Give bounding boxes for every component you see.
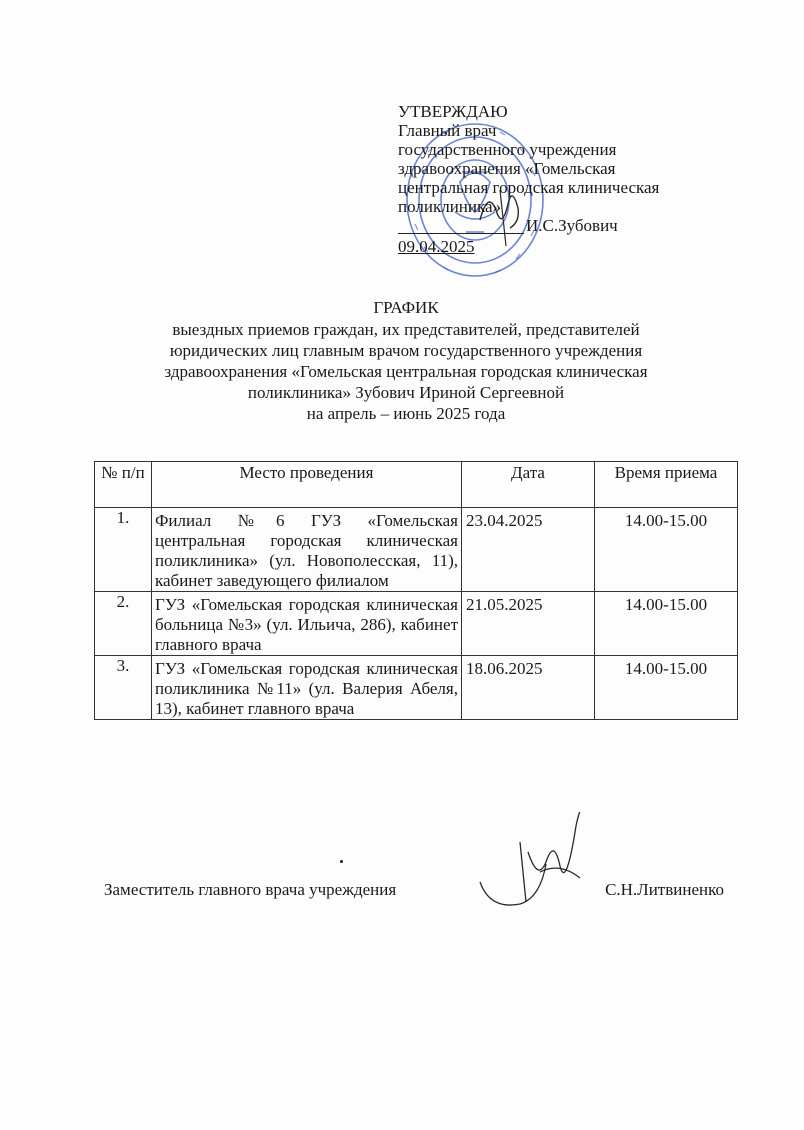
approval-block xyxy=(398,102,728,256)
header-number: № п/п xyxy=(95,462,152,508)
header-time: Время приема xyxy=(595,462,738,508)
schedule-table xyxy=(94,461,738,720)
title-line: поликлиника» Зубович Ириной Сергеевной xyxy=(247,383,565,402)
ink-dot xyxy=(340,860,343,863)
approval-line: Главный врач xyxy=(398,121,497,140)
signature-line xyxy=(398,233,524,234)
approval-line: центральная городская клиническая xyxy=(398,178,660,197)
footer-signature xyxy=(104,880,724,904)
table-row xyxy=(95,592,738,656)
row-number: 3. xyxy=(95,656,152,720)
row-time: 14.00-15.00 xyxy=(595,592,738,656)
title-line: здравоохранения «Гомельская центральная городская клиническая xyxy=(164,362,648,381)
row-number: 2. xyxy=(95,592,152,656)
title-line: выездных приемов граждан, их представителей, представителей xyxy=(172,320,640,339)
title-main: ГРАФИК xyxy=(373,298,439,317)
approval-line: поликлиника» xyxy=(398,197,502,216)
approval-heading: УТВЕРЖДАЮ xyxy=(398,102,508,121)
row-date: 23.04.2025 xyxy=(462,508,595,592)
header-place: Место проведения xyxy=(152,462,462,508)
row-time: 14.00-15.00 xyxy=(595,508,738,592)
row-place: ГУЗ «Гомельская городская клиническая больница №3» (ул. Ильича, 286), кабинет главного врача xyxy=(152,592,462,656)
row-place: Филиал №6 ГУЗ «Гомельская центральная городская клиническая поликлиника» (ул. Новополесская, 11), кабинет заведующего филиалом xyxy=(152,508,462,592)
row-number: 1. xyxy=(95,508,152,592)
row-time: 14.00-15.00 xyxy=(595,656,738,720)
deputy-signature xyxy=(470,812,610,922)
approval-signatory: И.С.Зубович xyxy=(526,216,618,235)
footer-role: Заместитель главного врача учреждения xyxy=(104,880,397,899)
approval-signature-row xyxy=(398,216,728,237)
approval-date: 09.04.2025 xyxy=(398,237,475,256)
row-date: 18.06.2025 xyxy=(462,656,595,720)
row-place: ГУЗ «Гомельская городская клиническая поликлиника №11» (ул. Валерия Абеля, 13), кабинет главного врача xyxy=(152,656,462,720)
approval-line: государственного учреждения xyxy=(398,140,617,159)
row-date: 21.05.2025 xyxy=(462,592,595,656)
approval-line: здравоохранения «Гомельская xyxy=(398,159,616,178)
table-row xyxy=(95,656,738,720)
title-line: на апрель – июнь 2025 года xyxy=(306,404,506,423)
table-header-row xyxy=(95,462,738,508)
header-date: Дата xyxy=(462,462,595,508)
title-line: юридических лиц главным врачом государственного учреждения xyxy=(169,341,643,360)
table-row xyxy=(95,508,738,592)
document-title xyxy=(100,297,712,424)
footer-name: С.Н.Литвиненко xyxy=(605,880,724,899)
